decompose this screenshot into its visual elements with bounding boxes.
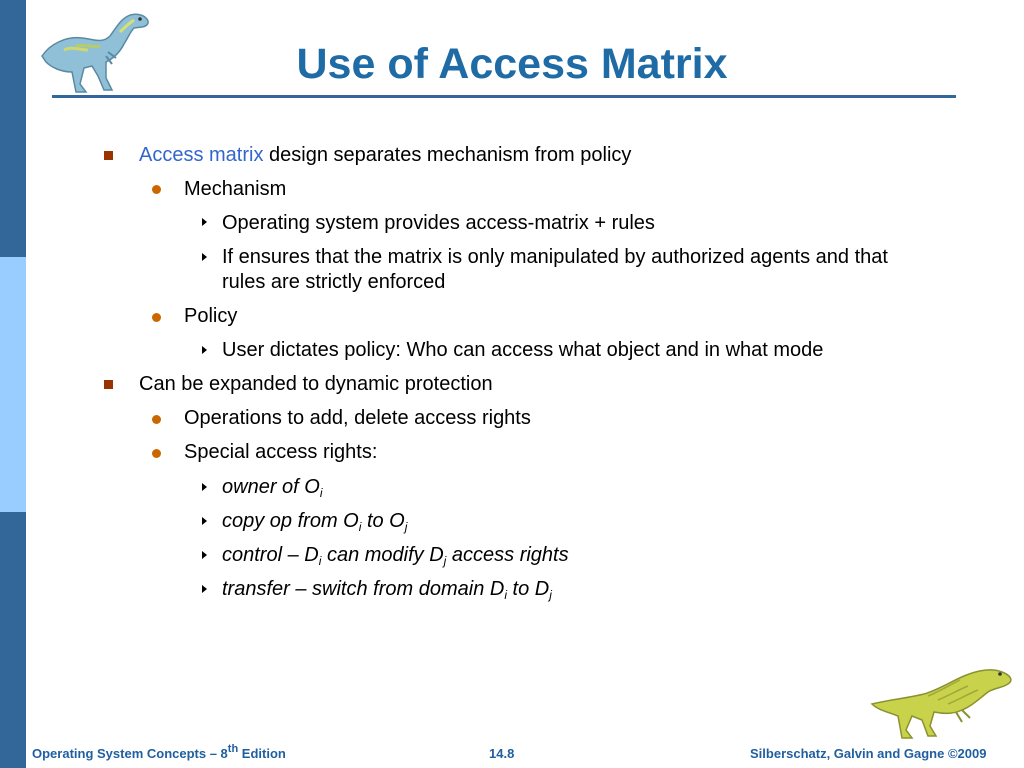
round-bullet-icon bbox=[152, 313, 161, 322]
bullet-user-dictates: User dictates policy: Who can access what object and in what mode bbox=[222, 339, 824, 361]
bullet-text: owner of O bbox=[222, 476, 320, 498]
arrow-bullet-icon bbox=[202, 585, 207, 593]
footer-book-title bbox=[32, 743, 286, 761]
bullet-dynamic-protection: Can be expanded to dynamic protection bbox=[139, 373, 493, 395]
footer-page-number: 14.8 bbox=[489, 746, 515, 761]
bullet-operations: Operations to add, delete access rights bbox=[184, 407, 531, 429]
arrow-bullet-icon bbox=[202, 218, 207, 226]
bullet-copy bbox=[222, 509, 407, 534]
bullet-owner bbox=[222, 475, 323, 500]
bullet-text: control – D bbox=[222, 544, 319, 566]
bullet-text-line1: If ensures that the matrix is only manipulated by authorized agents and that bbox=[222, 246, 888, 268]
footer-authors: Silberschatz, Galvin and Gagne ©2009 bbox=[750, 746, 987, 761]
bullet-special-rights: Special access rights: bbox=[184, 441, 378, 463]
bullet-os-provides: Operating system provides access-matrix + rules bbox=[222, 212, 655, 234]
bullet-access-matrix bbox=[139, 143, 631, 168]
square-bullet-icon bbox=[104, 151, 113, 160]
highlight-term: Access matrix bbox=[139, 144, 264, 166]
footer-superscript: th bbox=[227, 743, 239, 755]
bullet-text: to D bbox=[507, 578, 550, 600]
subscript: j bbox=[443, 554, 447, 568]
subscript: j bbox=[404, 520, 408, 534]
bullet-mechanism: Mechanism bbox=[184, 178, 287, 200]
bullet-ensures bbox=[222, 245, 888, 295]
round-bullet-icon bbox=[152, 449, 161, 458]
bullet-text: copy op from O bbox=[222, 510, 359, 532]
arrow-bullet-icon bbox=[202, 551, 207, 559]
subscript: i bbox=[318, 554, 322, 568]
footer-text: Operating System Concepts – 8 bbox=[32, 746, 228, 761]
arrow-bullet-icon bbox=[202, 517, 207, 525]
round-bullet-icon bbox=[152, 185, 161, 194]
subscript: i bbox=[358, 520, 362, 534]
bullet-text: can modify D bbox=[321, 544, 444, 566]
bullet-text: access rights bbox=[446, 544, 569, 566]
bullet-control bbox=[222, 543, 569, 568]
dinosaur-logo-bottom-icon bbox=[868, 660, 1016, 740]
bullet-text-line2: rules are strictly enforced bbox=[222, 271, 446, 293]
subscript: j bbox=[549, 588, 552, 602]
bullet-text: to O bbox=[361, 510, 405, 532]
round-bullet-icon bbox=[152, 415, 161, 424]
arrow-bullet-icon bbox=[202, 253, 207, 261]
subscript: i bbox=[504, 588, 507, 602]
slide-title: Use of Access Matrix bbox=[296, 40, 728, 88]
bullet-text: transfer – switch from domain D bbox=[222, 578, 505, 600]
bullet-text: design separates mechanism from policy bbox=[263, 144, 632, 166]
subscript: i bbox=[319, 486, 323, 500]
bullet-policy: Policy bbox=[184, 305, 238, 327]
arrow-bullet-icon bbox=[202, 483, 207, 491]
bullet-transfer bbox=[222, 577, 552, 602]
arrow-bullet-icon bbox=[202, 346, 207, 354]
square-bullet-icon bbox=[104, 380, 113, 389]
footer-text-end: Edition bbox=[238, 746, 286, 761]
